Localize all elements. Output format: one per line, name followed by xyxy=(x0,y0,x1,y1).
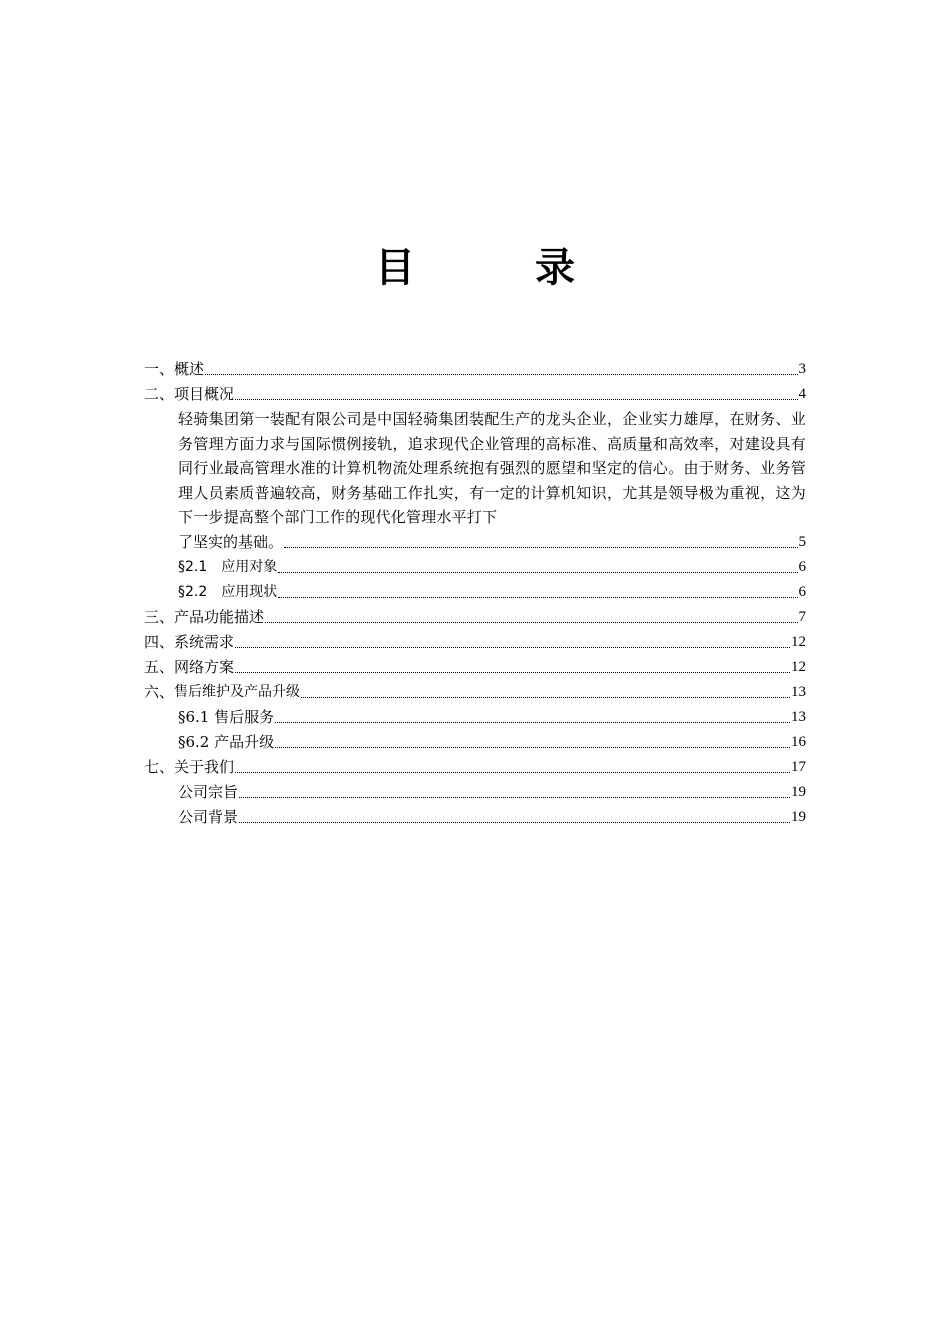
dot-leader xyxy=(275,746,790,748)
toc-entry-6-1[interactable] xyxy=(144,705,806,730)
toc-page-number: 7 xyxy=(798,608,806,625)
toc-page-number: 13 xyxy=(791,708,806,725)
toc-page-number: 17 xyxy=(791,758,806,775)
toc-entry-label: §2.2 应用现状 xyxy=(178,583,278,600)
dot-leader xyxy=(235,771,790,773)
toc-entry-label: 一、概述 xyxy=(144,360,205,378)
toc-entry-paragraph-end[interactable] xyxy=(144,530,806,555)
toc-entry-2-2[interactable] xyxy=(144,580,806,605)
toc-entry-paragraph: 轻骑集团第一装配有限公司是中国轻骑集团装配生产的龙头企业，企业实力雄厚，在财务、业务管理方面力求与国际惯例接轨，追求现代企业管理的高标准、高质量和高效率，对建设具有同行业最高管理水准的计算机物流处理系统抱有强烈的愿望和坚定的信心。由于财务、业务管理人员素质普遍较高，财务基础工作扎实，有一定的计算机知识，尤其是领导极为重视，这为下一步提高整个部门工作的现代化管理水平打下 xyxy=(178,410,806,526)
toc-entry-overview[interactable] xyxy=(144,357,806,382)
dot-leader xyxy=(235,671,790,673)
toc-page-number: 3 xyxy=(798,361,806,377)
toc-entry-about-us[interactable] xyxy=(144,755,806,780)
dot-leader xyxy=(301,696,790,698)
toc-entry-label: 售后维护及产品升级 xyxy=(174,683,301,700)
dot-leader xyxy=(275,721,790,723)
toc-entry-network-plan[interactable] xyxy=(144,655,806,680)
toc-page-number: 12 xyxy=(791,658,806,675)
toc-entry-company-background[interactable] xyxy=(144,805,806,830)
toc-entry-2-1[interactable] xyxy=(144,555,806,580)
toc-page-number: 6 xyxy=(798,558,806,575)
toc-page-number: 6 xyxy=(798,583,806,600)
toc-entry-system-requirements[interactable] xyxy=(144,630,806,655)
toc-entry-label: 公司背景 xyxy=(178,807,239,826)
toc-entry-label: §2.1 应用对象 xyxy=(178,558,278,575)
toc-entry-label: 四、系统需求 xyxy=(144,632,235,651)
dot-leader xyxy=(239,821,790,823)
page-title xyxy=(0,236,950,293)
toc-entry-label: 三、产品功能描述 xyxy=(144,607,265,626)
dot-leader xyxy=(235,398,797,400)
toc-entry-label: §6.1 售后服务 xyxy=(178,707,275,726)
dot-leader xyxy=(205,373,797,375)
toc-entry-label: 公司宗旨 xyxy=(178,782,239,801)
toc-entry-label: 七、关于我们 xyxy=(144,757,235,776)
dot-leader xyxy=(278,596,797,598)
dot-leader xyxy=(235,646,790,648)
toc-page-number: 16 xyxy=(791,733,806,750)
toc-page-number: 4 xyxy=(798,386,806,402)
toc-entry-6-2[interactable] xyxy=(144,730,806,755)
table-of-contents xyxy=(144,357,806,830)
toc-entry-label: 了坚实的基础。 xyxy=(178,532,284,551)
toc-entry-product-features[interactable] xyxy=(144,605,806,630)
dot-leader xyxy=(278,571,797,573)
toc-page-number: 19 xyxy=(791,808,806,825)
dot-leader xyxy=(239,796,790,798)
title-char-2: 录 xyxy=(535,245,575,291)
toc-page-number: 5 xyxy=(798,533,806,550)
toc-entry-company-mission[interactable] xyxy=(144,780,806,805)
toc-entry-project-overview[interactable] xyxy=(144,382,806,407)
toc-entry-prefix: 六、 xyxy=(144,682,175,701)
toc-entry-label: §6.2 产品升级 xyxy=(178,732,275,751)
dot-leader xyxy=(265,621,797,623)
toc-entry-label: 五、网络方案 xyxy=(144,657,235,676)
toc-entry-after-sales[interactable] xyxy=(144,680,806,705)
dot-leader xyxy=(284,546,797,548)
toc-page-number: 12 xyxy=(791,633,806,650)
toc-page-number: 13 xyxy=(791,683,806,700)
toc-page-number: 19 xyxy=(791,783,806,800)
toc-entry-label: 二、项目概况 xyxy=(144,385,235,403)
title-char-1: 目 xyxy=(375,245,415,291)
